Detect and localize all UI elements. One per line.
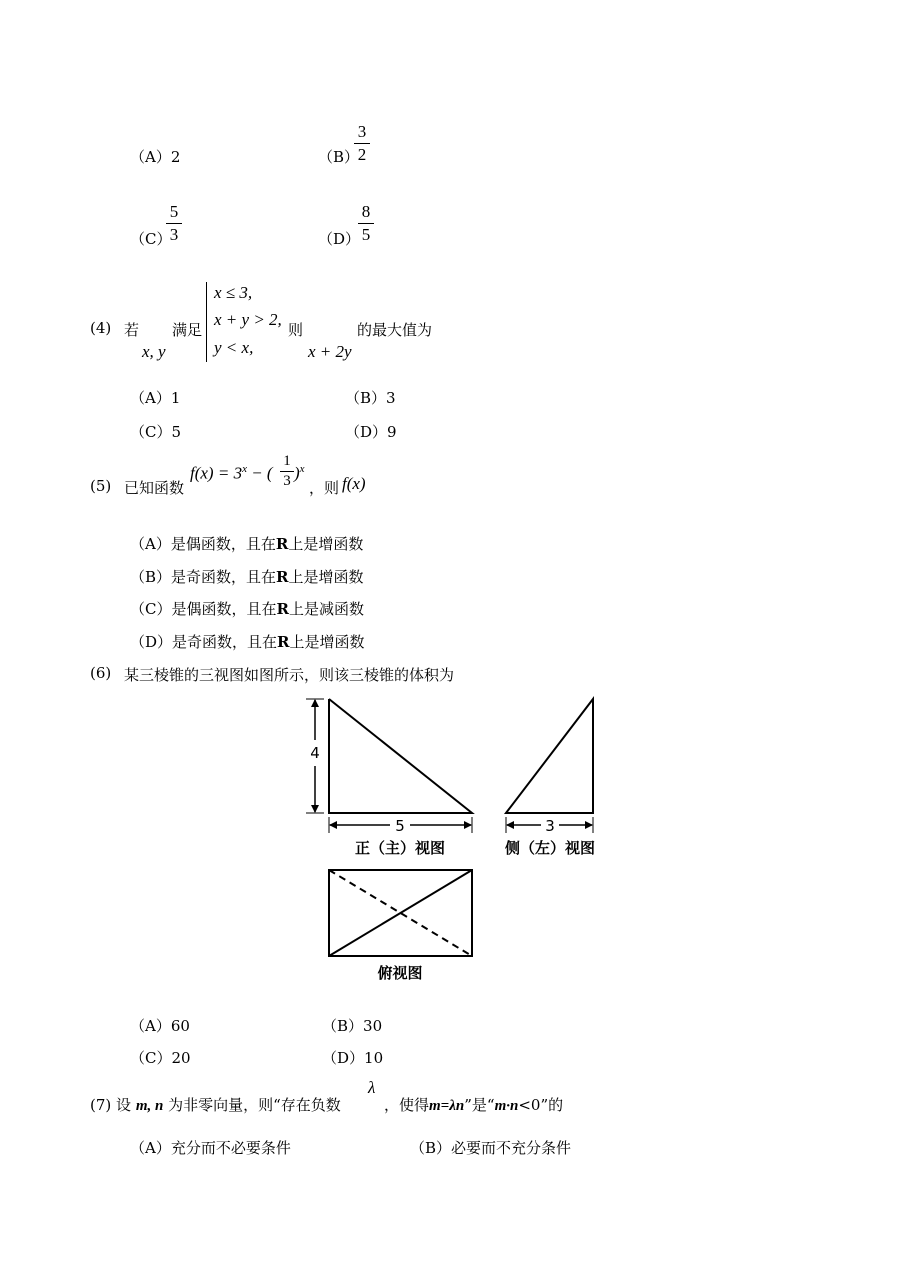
q7-text-4: <0”的 bbox=[518, 1096, 564, 1114]
option-label: （B） bbox=[130, 568, 172, 586]
q3-option-c-label: （C） bbox=[130, 230, 172, 248]
option-post: 上是增函数 bbox=[289, 633, 365, 651]
fraction-denominator: 3 bbox=[169, 225, 179, 244]
option-value: 9 bbox=[387, 423, 397, 441]
q4-vars: x, y bbox=[142, 342, 166, 361]
q5-sep: ，则 bbox=[309, 479, 340, 497]
option-label: （C） bbox=[130, 1049, 172, 1067]
q6-option-c bbox=[130, 1047, 191, 1068]
fraction-denominator: 2 bbox=[357, 145, 367, 164]
top-view-caption: 俯视图 bbox=[377, 964, 423, 982]
fraction-numerator: 1 bbox=[283, 453, 291, 469]
q4-ze: 则 bbox=[288, 321, 304, 339]
option-pre: 是偶函数，且在 bbox=[171, 600, 277, 618]
q5-fx: f(x) bbox=[342, 474, 366, 493]
q4-expression: x + 2y bbox=[308, 342, 352, 361]
q7-text-2: ，使得 bbox=[384, 1096, 430, 1114]
option-value: 5 bbox=[171, 423, 182, 441]
option-label: （B） bbox=[410, 1139, 452, 1157]
minus-open: − ( bbox=[246, 463, 273, 483]
set-r: R bbox=[276, 600, 289, 618]
front-view bbox=[306, 699, 472, 857]
fraction-denominator: 3 bbox=[283, 473, 291, 489]
front-view-caption: 正（主）视图 bbox=[354, 839, 446, 857]
option-value: 60 bbox=[170, 1017, 190, 1035]
side-view bbox=[504, 699, 595, 857]
exponent: x bbox=[242, 463, 247, 475]
option-label: （A） bbox=[130, 1139, 171, 1157]
fraction-denominator: 5 bbox=[361, 225, 371, 244]
option-post: 上是增函数 bbox=[288, 535, 364, 553]
option-pre: 是奇函数，且在 bbox=[172, 633, 278, 651]
q7-number: (7) bbox=[90, 1096, 112, 1114]
option-value: 1 bbox=[170, 389, 181, 407]
option-label: （C） bbox=[130, 423, 172, 441]
q4-number: (4) bbox=[90, 319, 112, 337]
option-value: 充分而不必要条件 bbox=[170, 1139, 291, 1157]
option-label: （B） bbox=[345, 389, 387, 407]
q4-condition-3: y < x, bbox=[214, 338, 254, 357]
q6-text: 某三棱锥的三视图如图所示，则该三棱锥的体积为 bbox=[124, 666, 455, 684]
front-width-label: 5 bbox=[395, 817, 405, 835]
set-r: R bbox=[276, 568, 289, 586]
option-post: 上是减函数 bbox=[288, 600, 364, 618]
func-left: f(x) = 3 bbox=[190, 463, 243, 483]
q7-condition-2: m·n bbox=[494, 1098, 519, 1114]
q5-text: 已知函数 bbox=[124, 479, 185, 497]
side-width-label: 3 bbox=[545, 817, 555, 835]
option-label: （D） bbox=[322, 1049, 365, 1067]
option-pre: 是奇函数，且在 bbox=[171, 568, 277, 586]
option-value: 必要而不充分条件 bbox=[451, 1139, 572, 1157]
option-label: （D） bbox=[130, 633, 173, 651]
option-label: （B） bbox=[322, 1017, 364, 1035]
q7-line-2 bbox=[384, 1094, 563, 1115]
option-label: （A） bbox=[130, 535, 171, 553]
q3-option-b-label: （B） bbox=[318, 148, 360, 166]
option-post: 上是增函数 bbox=[288, 568, 364, 586]
q4-ruo: 若 bbox=[124, 321, 140, 339]
q7-she: 设 bbox=[116, 1096, 132, 1114]
q7-text-1: 为非零向量，则“存在负数 bbox=[168, 1096, 341, 1114]
q6-option-b bbox=[322, 1015, 382, 1036]
q7-option-a bbox=[130, 1137, 291, 1158]
q4-manzu: 满足 bbox=[172, 321, 203, 339]
q7-condition-1: m=λn bbox=[429, 1098, 465, 1114]
fraction-numerator: 8 bbox=[361, 202, 371, 221]
q4-tail: 的最大值为 bbox=[357, 321, 433, 339]
q6-option-a bbox=[130, 1015, 190, 1036]
q4-condition-1: x ≤ 3, bbox=[214, 283, 253, 302]
close-paren: ) bbox=[294, 463, 300, 483]
front-height-label: 4 bbox=[310, 744, 320, 762]
option-value: 2 bbox=[170, 148, 181, 166]
option-label: （A） bbox=[130, 1017, 171, 1035]
option-value: 3 bbox=[386, 389, 396, 407]
side-view-caption: 侧（左）视图 bbox=[504, 839, 596, 857]
q4-condition-2: x + y > 2, bbox=[214, 310, 282, 329]
q7-line bbox=[90, 1094, 341, 1115]
option-label: （A） bbox=[130, 389, 171, 407]
option-value: 30 bbox=[363, 1017, 383, 1035]
q7-text-3: ”是“ bbox=[464, 1096, 495, 1114]
option-pre: 是偶函数，且在 bbox=[170, 535, 276, 553]
top-view bbox=[329, 870, 472, 982]
q5-number: (5) bbox=[90, 477, 112, 495]
option-label: （C） bbox=[130, 600, 172, 618]
fraction-numerator: 3 bbox=[357, 122, 367, 141]
q6-option-d bbox=[322, 1047, 383, 1068]
q7-lambda: λ bbox=[368, 1078, 376, 1097]
exponent: x bbox=[299, 463, 305, 475]
set-r: R bbox=[277, 633, 290, 651]
side-view-triangle bbox=[506, 699, 593, 813]
option-label: （A） bbox=[130, 148, 171, 166]
q3-option-d-label: （D） bbox=[318, 230, 361, 248]
set-r: R bbox=[275, 535, 289, 553]
option-value: 10 bbox=[364, 1049, 384, 1067]
front-view-triangle bbox=[329, 699, 472, 813]
q7-vectors: m, n bbox=[135, 1098, 164, 1114]
option-label: （D） bbox=[345, 423, 388, 441]
q7-option-b bbox=[410, 1137, 571, 1158]
q6-number: (6) bbox=[90, 664, 112, 682]
fraction-numerator: 5 bbox=[169, 202, 179, 221]
option-value: 20 bbox=[171, 1049, 191, 1067]
